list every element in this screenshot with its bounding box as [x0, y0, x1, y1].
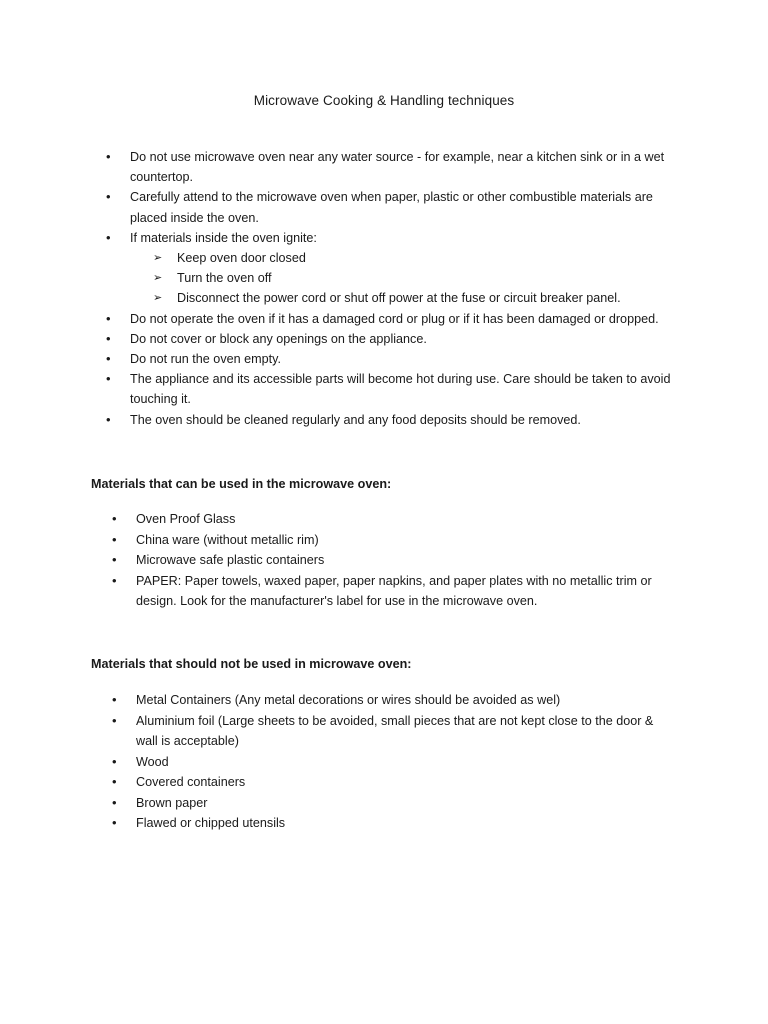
arrow-bullet-icon: ➢ — [153, 251, 163, 265]
sub-list-item — [153, 288, 681, 308]
list-item: • Do not use microwave oven near any water source - for example, near a kitchen sink or in a wet countertop. — [101, 147, 681, 187]
list-item: • Do not operate the oven if it has a damaged cord or plug or if it has been damaged or dropped. — [101, 309, 681, 329]
list-item: • Covered containers — [107, 772, 667, 793]
sub-list-item-text: Keep oven door closed — [177, 251, 306, 266]
sub-list-item — [153, 268, 681, 288]
can-use-heading: Materials that can be used in the microwave oven: — [91, 477, 392, 491]
list-item: • Do not run the oven empty. — [101, 349, 681, 369]
arrow-bullet-icon: ➢ — [153, 271, 163, 285]
safety-list — [101, 147, 681, 430]
list-item: • The oven should be cleaned regularly and any food deposits should be removed. — [101, 410, 681, 430]
cannot-use-heading: Materials that should not be used in microwave oven: — [91, 657, 412, 671]
list-item: • Metal Containers (Any metal decorations or wires should be avoided as wel) — [107, 690, 667, 711]
can-use-list — [107, 509, 667, 612]
ignite-steps-list — [153, 248, 681, 309]
list-item: • China ware (without metallic rim) — [107, 530, 667, 551]
page-title: Microwave Cooking & Handling techniques — [253, 93, 515, 108]
list-item: • Do not cover or block any openings on the appliance. — [101, 329, 681, 349]
cannot-use-list — [107, 690, 667, 834]
list-item: • The appliance and its accessible parts will become hot during use. Care should be taken to avoid touching it. — [101, 369, 681, 409]
list-item: • Brown paper — [107, 793, 667, 814]
sub-list-item — [153, 248, 681, 268]
list-item: • Flawed or chipped utensils — [107, 813, 667, 834]
list-item: • Microwave safe plastic containers — [107, 550, 667, 571]
list-item: • Aluminium foil (Large sheets to be avoided, small pieces that are not kept close to the door & wall is acceptable) — [107, 711, 667, 752]
list-item-text: If materials inside the oven ignite: — [130, 230, 317, 245]
list-item — [101, 228, 681, 309]
sub-list-item-text: Disconnect the power cord or shut off power at the fuse or circuit breaker panel. — [177, 291, 621, 306]
list-item: • Carefully attend to the microwave oven when paper, plastic or other combustible materials are placed inside the oven. — [101, 187, 681, 227]
list-item: • PAPER: Paper towels, waxed paper, paper napkins, and paper plates with no metallic trim or design. Look for the manufacturer's label for use in the microwave oven. — [107, 571, 667, 612]
sub-list-item-text: Turn the oven off — [177, 271, 272, 286]
list-item: • Oven Proof Glass — [107, 509, 667, 530]
arrow-bullet-icon: ➢ — [153, 291, 163, 305]
list-item: • Wood — [107, 752, 667, 773]
